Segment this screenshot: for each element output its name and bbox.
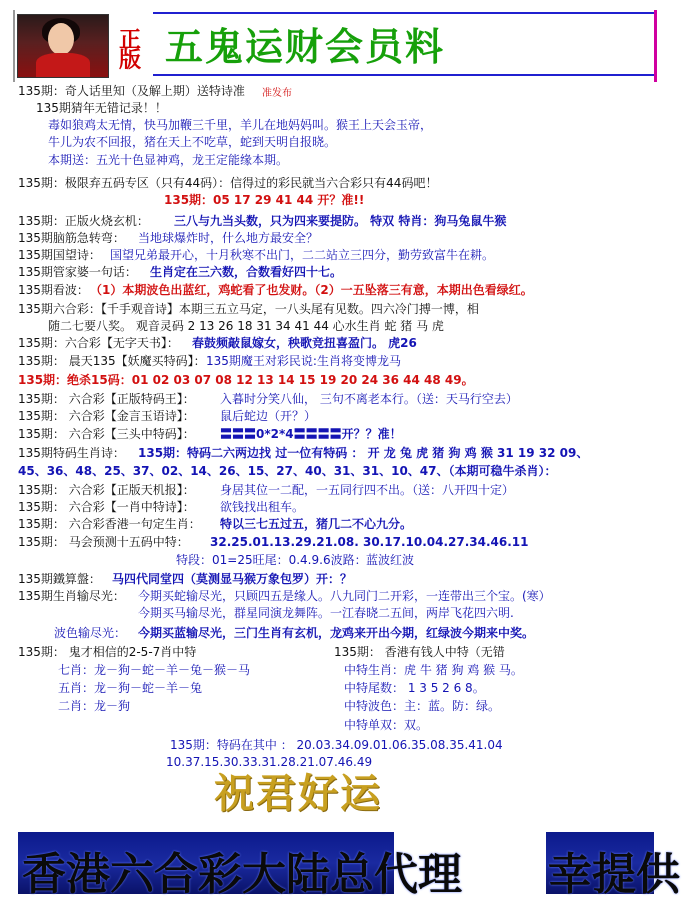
text-line-l4: 牛儿为农不回报，猪在天上不吃草，蛇到天明自报晓。 <box>48 135 337 149</box>
text-line-l8b: 三八与九当头数，只为四来要提防。 特双 特肖：狗马兔鼠牛猴 <box>174 214 507 228</box>
text-line-l27b: 蓝波红波 <box>366 553 415 567</box>
text-line-l36: 五肖：龙－狗－蛇－羊－兔 <box>58 681 203 695</box>
text-line-l12b: （1）本期波色出蓝红，鸡蛇看了也发财。（2）一五坠落三有意，本期出色看绿红。 <box>90 283 533 297</box>
text-line-l9b: 当地球爆炸时，什么地方最安全？ <box>138 231 319 245</box>
text-line-l14: 随二七要八奖。 观音灵码 2 13 26 18 31 34 41 44 心水生肖 蛇 猪 马 虎 <box>48 319 444 333</box>
text-line-l37: 中特尾数： 1 3 5 2 6 8。 <box>344 681 485 695</box>
brand-mark-char-2: 版 <box>119 47 142 73</box>
footer-panel-left <box>18 832 462 900</box>
text-line-l34: 七肖：龙－狗－蛇－羊－兔－猴－马 <box>58 663 251 677</box>
text-line-l10b: 国望兄弟最开心，十月秋寒不出门，二二站立三四分，勤劳致富牛在耕。 <box>110 248 495 262</box>
text-line-l23b: 身居其位一二配，一五同行四不出。（送：八开四十定） <box>220 483 515 497</box>
text-line-l20b: 〓〓〓0*2*4〓〓〓〓开？？准！ <box>220 427 402 441</box>
text-line-l30: 今期买马输尽光，群星同演龙舞阵。一江春晓二五间，两岸飞花四六明. <box>138 606 514 620</box>
text-line-l15b: 春鼓频敲鼠嫁女，秧歌竞扭喜盈门。 虎26 <box>192 336 417 350</box>
text-line-l28b: 马四代同堂四（莫测显马猴万象包罗）开：？ <box>112 572 353 586</box>
text-line-l18b: 入暮时分笑八仙， 三句不离老本行。（送：天马行空去） <box>220 392 518 406</box>
text-line-l5: 本期送：五光十色显神鸡，龙王定能缘本期。 <box>48 153 289 167</box>
text-line-l3: 毒如狼鸡太无情，快马加鞭三千里，羊儿在地妈妈叫。猴王上天会玉帝， <box>48 118 433 132</box>
header-frame-right <box>654 10 657 82</box>
header-frame-bottom <box>153 74 657 76</box>
text-line-l17: 135期：绝杀15码：01 02 03 07 08 12 13 14 15 19 20 24 36 44 48 49。 <box>18 373 474 387</box>
text-line-l31a: 波色输尽光： <box>54 626 127 640</box>
text-line-l9a: 135期脑筋急转弯： <box>18 231 125 245</box>
footer-text-left: 香港六合彩大陆总代理 <box>22 849 462 900</box>
text-line-l29b: 今期买蛇输尽光，只顾四五是缘人。八九同门二开彩，一连带出三个宝。(寒） <box>138 589 551 603</box>
text-line-l26a: 135期： 马会预测十五码中特： <box>18 535 189 549</box>
text-line-l19b: 鼠后蛇边（开？） <box>220 409 317 423</box>
text-line-l15a: 135期：六合彩【无字天书】： <box>18 336 179 350</box>
text-line-l21a: 135期特码生肖诗： <box>18 446 125 460</box>
footer-panel-right <box>546 832 680 900</box>
text-line-l11b: 生肖定在三六数，合数看好四十七。 <box>150 265 343 279</box>
text-line-l18a: 135期： 六合彩【正版特码王】： <box>18 392 195 406</box>
text-line-l42: 10.37.15.30.33.31.28.21.07.46.49 <box>166 755 373 769</box>
text-line-l40: 中特单双：双。 <box>344 718 429 732</box>
text-line-l31b: 今期买蓝输尽光，三门生肖有玄机，龙鸡来开出今期，红绿波今期来中奖。 <box>138 626 535 640</box>
text-line-l6: 135期：极限弃五码专区（只有44码）：信得过的彩民就当六合彩只有44码吧！ <box>18 176 438 190</box>
text-line-l26b: 32.25.01.13.29.21.08. 30.17.10.04.27.34.46.11 <box>210 535 529 549</box>
text-line-l11a: 135期管家婆一句话： <box>18 265 137 279</box>
header-frame-left <box>13 10 15 82</box>
portrait-body <box>36 53 90 77</box>
text-line-l1b: 准发布 <box>262 88 292 99</box>
text-line-l21b: 135期：特码二六两边找 过一位有特码 ： 开 龙 兔 虎 猪 狗 鸡 猴 31 19 32 09、 <box>138 446 589 460</box>
text-line-l13: 135期六合彩：【千手观音诗】本期三五立马定，一八头尾有见数。四六冷门搏一博，相 <box>18 302 479 316</box>
text-line-l25a: 135期： 六合彩香港一句定生肖： <box>18 517 201 531</box>
brand-mark <box>119 27 142 73</box>
text-line-l10a: 135期国望诗： <box>18 248 101 262</box>
text-line-l1: 135期：奇人话里知（及解上期）送特诗准 <box>18 84 245 98</box>
text-line-l16a: 135期： 晨天135【妖魔买特码】： <box>18 354 206 368</box>
text-line-l39: 中特波色：主：蓝。防：绿。 <box>344 699 501 713</box>
blessing-text: 祝君好运 <box>214 770 382 817</box>
footer-text-right: 幸提供 <box>548 849 680 900</box>
portrait-face <box>48 23 74 55</box>
text-line-l23a: 135期： 六合彩【正版天机报】： <box>18 483 195 497</box>
text-line-l12a: 135期看波： <box>18 283 89 297</box>
text-line-l16b: 135期魔王对彩民说:生肖将变博龙马 <box>206 354 401 368</box>
text-line-l22: 45、36、48、25、37、02、14、26、15、27、40、31、31、10、47、（本期可稳牛杀肖）： <box>18 464 557 478</box>
text-line-l7: 135期：05 17 29 41 44 开？准!! <box>164 193 365 207</box>
text-line-l25b: 特以三七五过五，猪几二不心九分。 <box>220 517 413 531</box>
text-line-l32: 135期： 鬼才相信的2-5-7肖中特 <box>18 645 197 659</box>
header-banner <box>13 10 656 80</box>
text-line-l20a: 135期： 六合彩【三头中特码】： <box>18 427 195 441</box>
text-line-l2: 135期猜年无错记录！！ <box>36 101 167 115</box>
page-title: 五鬼运财会员料 <box>165 25 446 69</box>
header-frame-top <box>153 12 657 14</box>
text-line-l38: 二肖：龙－狗 <box>58 699 131 713</box>
brand-mark-char-1: 正 <box>119 27 142 53</box>
text-line-l24b: 欲钱找出租车。 <box>220 500 305 514</box>
text-line-l33: 135期： 香港有钱人中特（无错 <box>334 645 505 659</box>
text-line-l28a: 135期鐵算盤： <box>18 572 101 586</box>
text-line-l27a: 特段：01=25旺尾：0.4.9.6波路： <box>176 553 367 567</box>
portrait-photo <box>17 14 109 78</box>
text-line-l41: 135期：特码在其中 ： 20.03.34.09.01.06.35.08.35.41.04 <box>170 738 503 752</box>
text-line-l24a: 135期： 六合彩【一肖中特诗】： <box>18 500 195 514</box>
text-line-l8a: 135期：正版火烧玄机： <box>18 214 149 228</box>
text-line-l29a: 135期生肖输尽光： <box>18 589 125 603</box>
text-line-l19a: 135期： 六合彩【金言玉语诗】： <box>18 409 195 423</box>
text-line-l35: 中特生肖：虎 牛 猪 狗 鸡 猴 马。 <box>344 663 523 677</box>
